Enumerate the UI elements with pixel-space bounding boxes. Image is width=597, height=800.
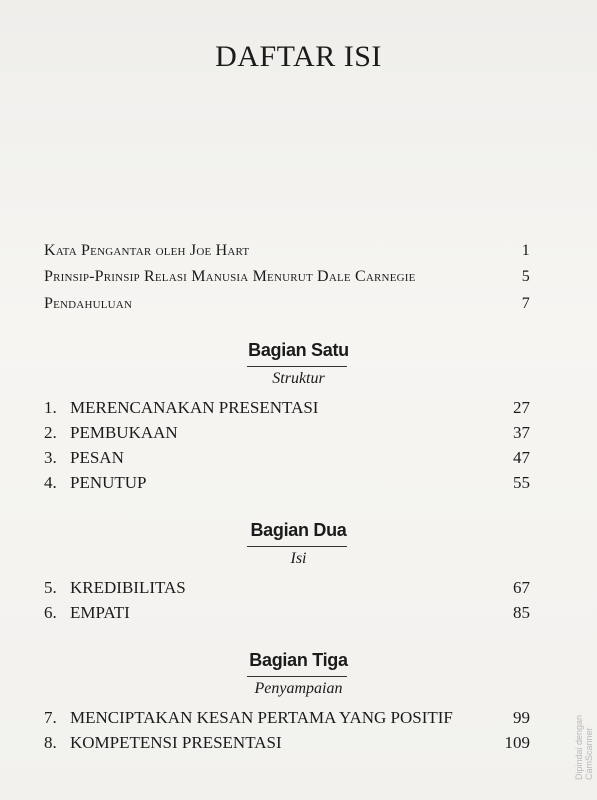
part-heading: Bagian Tiga — [249, 650, 348, 670]
part-subtitle: Penyampaian — [254, 680, 343, 697]
toc-entry-chapter-2[interactable] — [44, 423, 530, 447]
chapter-number: 2. — [44, 423, 57, 442]
page-title: DAFTAR ISI — [215, 40, 382, 73]
chapter-title: PENUTUP — [70, 473, 147, 492]
toc-entry-page: 1 — [521, 242, 530, 259]
chapter-title: PESAN — [70, 448, 124, 467]
chapter-page: 55 — [513, 473, 530, 492]
toc-entry-page: 7 — [521, 295, 530, 312]
chapter-number: 4. — [44, 473, 57, 492]
scanner-watermark: Dipindai dengan CamScanner — [574, 714, 594, 780]
toc-entry-chapter-3[interactable] — [44, 448, 530, 472]
toc-entry-prinsip[interactable] — [44, 268, 530, 292]
toc-entry-chapter-4[interactable] — [44, 473, 530, 497]
toc-entry-chapter-8[interactable] — [44, 733, 530, 757]
toc-entry-kata-pengantar[interactable] — [44, 242, 530, 266]
chapter-title: KREDIBILITAS — [70, 578, 186, 597]
toc-entry-pendahuluan[interactable] — [44, 295, 530, 319]
part-heading: Bagian Satu — [248, 340, 349, 360]
chapter-page: 37 — [513, 423, 530, 442]
chapter-number: 8. — [44, 733, 57, 752]
chapter-title: MERENCANAKAN PRESENTASI — [70, 398, 319, 417]
toc-entry-label: Prinsip-Prinsip Relasi Manusia Menurut Dale Carnegie — [44, 268, 416, 285]
chapter-page: 47 — [513, 448, 530, 467]
toc-entry-chapter-6[interactable] — [44, 603, 530, 627]
chapter-page: 85 — [513, 603, 530, 622]
part-heading: Bagian Dua — [250, 520, 347, 540]
part-divider — [247, 676, 347, 677]
chapter-number: 7. — [44, 708, 57, 727]
toc-entry-chapter-7[interactable] — [44, 708, 530, 732]
chapter-page: 99 — [513, 708, 530, 727]
chapter-number: 5. — [44, 578, 57, 597]
chapter-title: MENCIPTAKAN KESAN PERTAMA YANG POSITIF — [70, 708, 453, 727]
toc-entry-label: Pendahuluan — [44, 295, 133, 312]
chapter-page: 109 — [504, 733, 530, 752]
toc-entry-chapter-5[interactable] — [44, 578, 530, 602]
part-subtitle: Isi — [290, 550, 307, 567]
chapter-number: 6. — [44, 603, 57, 622]
chapter-number: 3. — [44, 448, 57, 467]
toc-entry-chapter-1[interactable] — [44, 398, 530, 422]
chapter-number: 1. — [44, 398, 57, 417]
toc-entry-page: 5 — [521, 268, 530, 285]
part-divider — [247, 546, 347, 547]
chapter-title: KOMPETENSI PRESENTASI — [70, 733, 282, 752]
chapter-page: 27 — [513, 398, 530, 417]
part-subtitle: Struktur — [272, 370, 325, 387]
chapter-page: 67 — [513, 578, 530, 597]
chapter-title: PEMBUKAAN — [70, 423, 178, 442]
chapter-title: EMPATI — [70, 603, 130, 622]
toc-entry-label: Kata Pengantar oleh Joe Hart — [44, 242, 250, 259]
part-divider — [247, 366, 347, 367]
